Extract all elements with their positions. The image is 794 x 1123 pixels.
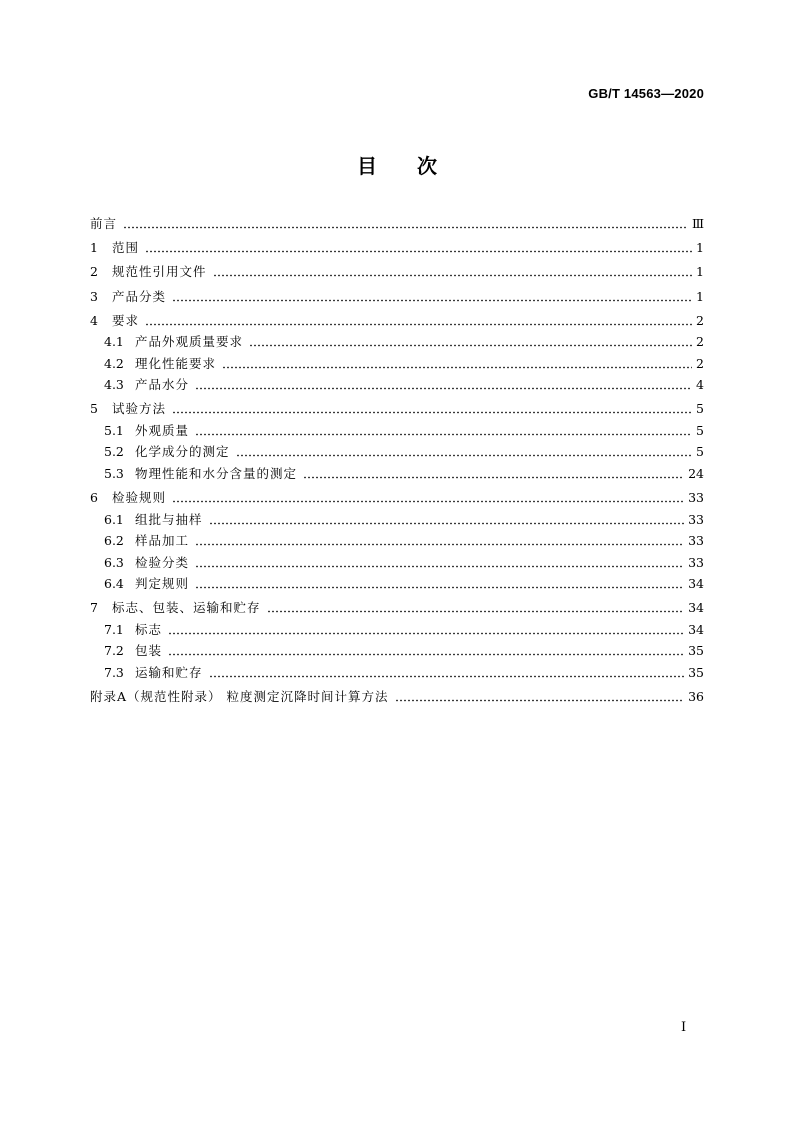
toc-entry-number: 6.2 (104, 533, 124, 549)
toc-entry-number: 1 (90, 240, 98, 256)
toc-entry-page: 34 (688, 600, 704, 616)
dot-leader (209, 513, 685, 525)
toc-entry-title: 理化性能要求 (135, 355, 217, 371)
dot-leader (145, 241, 692, 253)
toc-entry-number: 6.3 (104, 554, 124, 570)
toc-entry-page: 1 (696, 288, 704, 304)
toc-subsection-entry[interactable] (90, 665, 704, 681)
toc-subsection-entry[interactable] (90, 377, 704, 393)
dot-leader (195, 424, 692, 436)
toc-subsection-entry[interactable] (90, 356, 704, 372)
toc-entry-page: 5 (696, 422, 704, 438)
toc-subsection-entry[interactable] (90, 533, 704, 549)
toc-entry-page: 1 (696, 240, 704, 256)
dot-leader (303, 467, 684, 479)
toc-entry-title: 样品加工 (135, 533, 190, 549)
toc-entry-number: 4.2 (104, 355, 124, 371)
dot-leader (195, 577, 684, 589)
toc-entry-title: 化学成分的测定 (135, 444, 230, 460)
dot-leader (172, 491, 684, 503)
toc-entry-page: 2 (696, 355, 704, 371)
toc-subsection-entry[interactable] (90, 622, 704, 638)
page-number: Ⅰ (681, 1020, 687, 1035)
toc-entry-title: 组批与抽样 (135, 511, 203, 527)
toc-subsection-entry[interactable] (90, 555, 704, 571)
toc-subsection-entry[interactable] (90, 512, 704, 528)
toc-subsection-entry[interactable] (90, 423, 704, 439)
toc-subsection-entry[interactable] (90, 466, 704, 482)
toc-entry-title: 检验分类 (135, 554, 190, 570)
toc-entry-number: 7.1 (104, 621, 124, 637)
toc-entry-number: 7 (90, 600, 98, 616)
toc-entry-page: 33 (688, 554, 704, 570)
toc-entry-number: 6.1 (104, 511, 124, 527)
toc-subsection-entry[interactable] (90, 334, 704, 350)
toc-entry-title: 运输和贮存 (135, 664, 203, 680)
toc-entry-number: 5 (90, 401, 98, 417)
dot-leader (209, 666, 685, 678)
toc-entry-title: 标志、包装、运输和贮存 (112, 600, 261, 616)
toc-entry-page: 33 (688, 511, 704, 527)
dot-leader (222, 357, 692, 369)
toc-entry-number: 4.1 (104, 334, 124, 350)
toc-section-entry[interactable] (90, 240, 704, 256)
toc-section-entry[interactable] (90, 289, 704, 305)
toc-entry-number: 7.3 (104, 664, 124, 680)
dot-leader (123, 217, 688, 229)
toc-entry-title: 物理性能和水分含量的测定 (135, 465, 298, 481)
toc-entry-number: 6.4 (104, 576, 124, 592)
dot-leader (195, 556, 684, 568)
toc-entry-page: 24 (688, 465, 704, 481)
toc-entry-title: 产品水分 (135, 377, 190, 393)
toc-entry-number: 4.3 (104, 377, 124, 393)
toc-entry-number: 4 (90, 312, 98, 328)
toc-section-entry[interactable] (90, 490, 704, 506)
standard-code: GB/T 14563—2020 (588, 86, 704, 101)
dot-leader (172, 290, 692, 302)
toc-entry-title: 产品分类 (112, 288, 167, 304)
toc-entry-page: 34 (688, 576, 704, 592)
toc-entry-page: 36 (688, 689, 704, 704)
toc-entry-page: 2 (696, 312, 704, 328)
dot-leader (249, 335, 692, 347)
toc-entry-title: 包装 (135, 643, 163, 659)
toc-section-entry[interactable] (90, 401, 704, 417)
toc-subsection-entry[interactable] (90, 576, 704, 592)
page-title: 目次 (357, 154, 477, 178)
toc-entry-number: 5.3 (104, 465, 124, 481)
toc-entry-title: 前言 (90, 216, 118, 231)
table-of-contents (90, 216, 704, 705)
dot-leader (195, 534, 684, 546)
dot-leader (236, 445, 692, 457)
toc-entry-number: 5.1 (104, 422, 124, 438)
toc-entry-page: 1 (696, 264, 704, 280)
toc-entry-title: 试验方法 (112, 401, 167, 417)
toc-section-entry[interactable] (90, 216, 704, 232)
toc-entry-page: 35 (688, 643, 704, 659)
toc-entry-number: 6 (90, 490, 98, 506)
toc-entry-page: 35 (688, 664, 704, 680)
toc-entry-title: 检验规则 (112, 490, 167, 506)
toc-entry-number: 3 (90, 288, 98, 304)
toc-section-entry[interactable] (90, 600, 704, 616)
toc-subsection-entry[interactable] (90, 643, 704, 659)
dot-leader (267, 601, 685, 613)
toc-entry-page: Ⅲ (691, 216, 704, 231)
toc-entry-number: 2 (90, 264, 98, 280)
dot-leader (168, 644, 684, 656)
toc-section-entry[interactable] (90, 689, 704, 705)
dot-leader (145, 314, 692, 326)
toc-subsection-entry[interactable] (90, 444, 704, 460)
toc-entry-page: 33 (688, 533, 704, 549)
toc-entry-page: 5 (696, 444, 704, 460)
toc-section-entry[interactable] (90, 313, 704, 329)
toc-entry-page: 4 (696, 377, 704, 393)
toc-section-entry[interactable] (90, 264, 704, 280)
toc-entry-title: 附录A（规范性附录） 粒度测定沉降时间计算方法 (90, 689, 389, 704)
toc-entry-number: 5.2 (104, 444, 124, 460)
dot-leader (395, 690, 685, 702)
toc-entry-title: 外观质量 (135, 422, 190, 438)
toc-entry-title: 范围 (112, 240, 140, 256)
toc-entry-page: 5 (696, 401, 704, 417)
toc-entry-title: 产品外观质量要求 (135, 334, 244, 350)
toc-entry-title: 规范性引用文件 (112, 264, 207, 280)
toc-entry-title: 判定规则 (135, 576, 190, 592)
toc-entry-page: 2 (696, 334, 704, 350)
dot-leader (168, 623, 684, 635)
toc-entry-page: 33 (688, 490, 704, 506)
dot-leader (213, 265, 692, 277)
dot-leader (172, 402, 692, 414)
toc-entry-page: 34 (688, 621, 704, 637)
toc-entry-title: 标志 (135, 621, 163, 637)
toc-entry-number: 7.2 (104, 643, 124, 659)
toc-entry-title: 要求 (112, 312, 140, 328)
dot-leader (195, 378, 692, 390)
